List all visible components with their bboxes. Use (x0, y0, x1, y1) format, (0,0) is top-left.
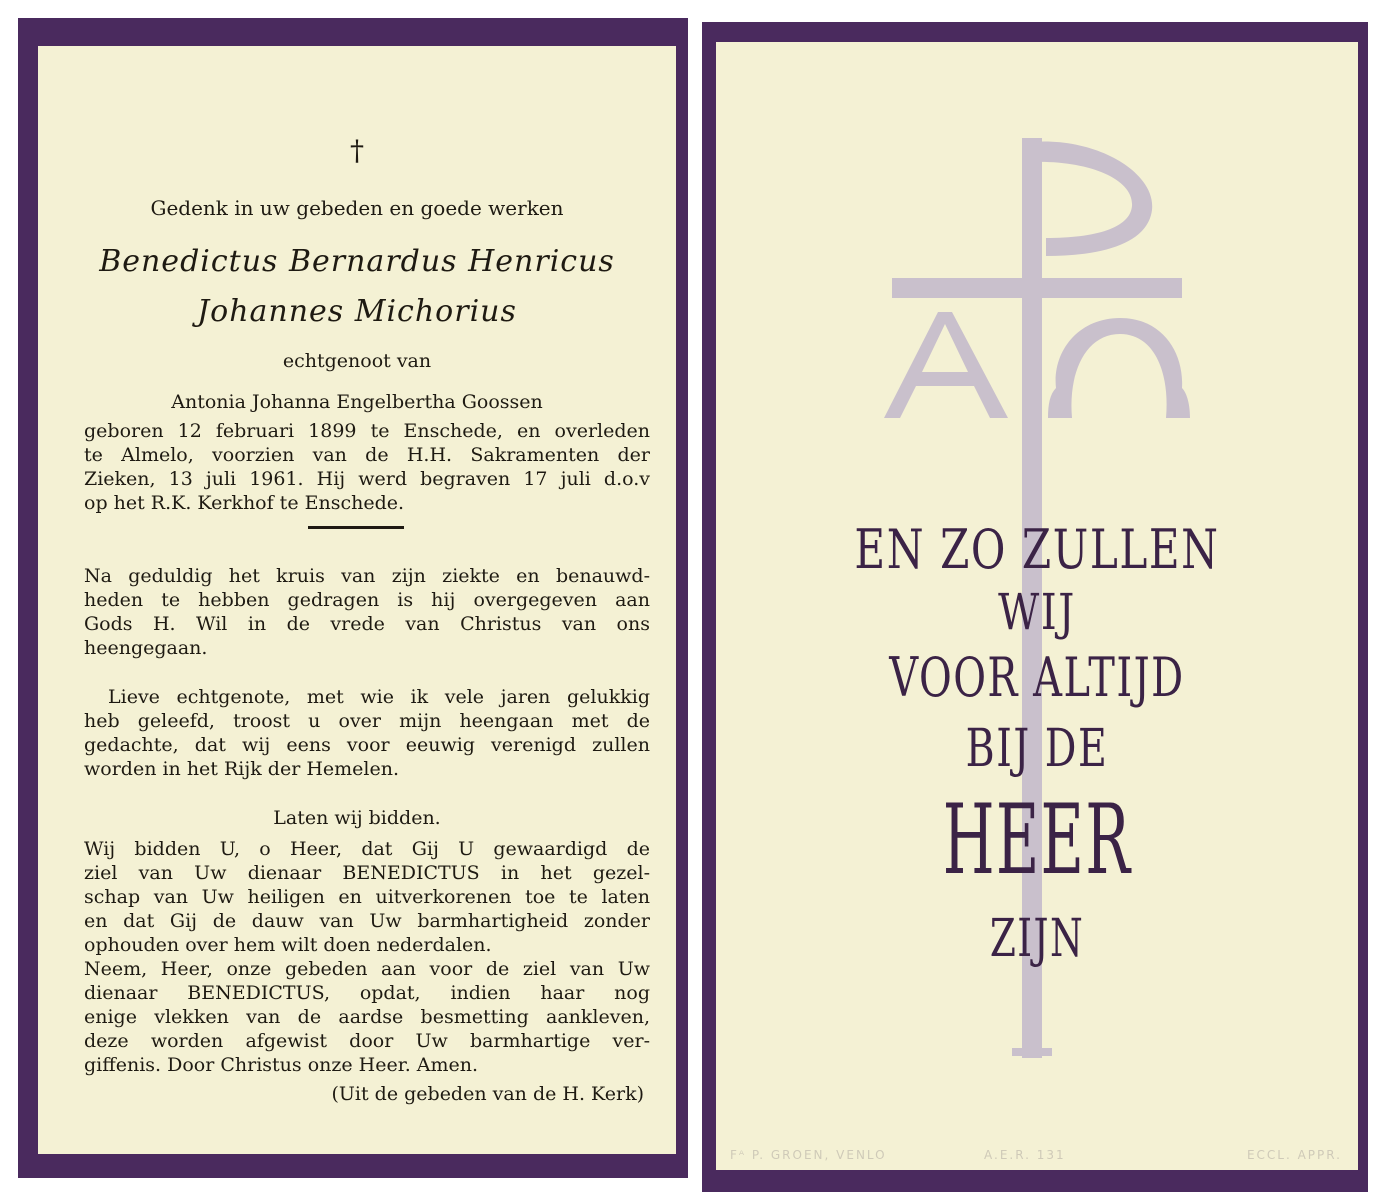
right-card-paper (716, 42, 1358, 1170)
paragraph-line: worden in het Rijk der Hemelen. (84, 758, 400, 780)
prayer-line: deze worden afgewist door Uw barmhartige ver- (84, 1030, 650, 1052)
motto-line-6: ZIJN (989, 909, 1085, 969)
motto-line-5: HEER (942, 784, 1132, 896)
prayer-line: schap van Uw heiligen en uitverkorenen toe te laten (84, 886, 650, 908)
motto-line-3: VOOR ALTIJD (889, 646, 1185, 709)
source-attribution: (Uit de gebeden van de H. Kerk) (331, 1083, 644, 1105)
approval-code: A.E.R. 131 (984, 1148, 1066, 1162)
printer-credit: Fᴬ P. GROEN, VENLO (730, 1148, 887, 1162)
paragraph-line: heb geleefd, troost u over mijn heengaan met de (84, 710, 650, 732)
divider (308, 526, 404, 529)
paragraph-line: heden te hebben gedragen is hij overgegeven aan (84, 589, 650, 611)
prayer-heading: Laten wij bidden. (273, 807, 441, 829)
bio-line: te Almelo, voorzien van de H.H. Sakramenten der (84, 444, 650, 466)
paragraph-line: heengegaan. (84, 637, 208, 659)
name-line-2: Johannes Michorius (197, 294, 517, 329)
intro-text: Gedenk in uw gebeden en goede werken (150, 196, 564, 220)
motto-line-2: WIJ (998, 583, 1076, 641)
prayer-line: ziel van Uw dienaar BENEDICTUS in het gezel- (84, 862, 650, 884)
right-card (702, 22, 1368, 1192)
left-card (18, 18, 688, 1178)
prayer-line: en dat Gij de dauw van Uw barmhartigheid zonder (84, 910, 650, 932)
spouse-label: echtgenoot van (282, 350, 432, 372)
prayer-line: giffenis. Door Christus onze Heer. Amen. (84, 1054, 479, 1076)
cross-icon: † (350, 134, 364, 167)
bio-line: op het R.K. Kerkhof te Enschede. (84, 492, 405, 514)
left-card-paper (38, 46, 676, 1154)
paragraph-line: Na geduldig het kruis van zijn ziekte en benauwd- (84, 565, 650, 587)
bio-line: Zieken, 13 juli 1961. Hij werd begraven 17 juli d.o.v (84, 468, 650, 490)
prayer-line: dienaar BENEDICTUS, opdat, indien haar nog (84, 982, 650, 1004)
paragraph-line: Gods H. Wil in de vrede van Christus van ons (84, 613, 650, 635)
motto-line-4: BIJ DE (965, 719, 1109, 779)
motto-line-1: EN ZO ZULLEN (854, 518, 1220, 581)
spouse-name: Antonia Johanna Engelbertha Goossen (171, 391, 543, 413)
prayer-line: Wij bidden U, o Heer, dat Gij U gewaardigd de (84, 838, 650, 860)
ecclesiastical-approval: ECCL. APPR. (1246, 1148, 1342, 1162)
prayer-line: Neem, Heer, onze gebeden aan voor de ziel van Uw (84, 958, 650, 980)
bio-line: geboren 12 februari 1899 te Enschede, en overleden (84, 420, 650, 442)
name-line-1: Benedictus Bernardus Henricus (99, 244, 615, 279)
paragraph-line: Lieve echtgenote, met wie ik vele jaren gelukkig (108, 686, 650, 708)
prayer-line: ophouden over hem wilt doen nederdalen. (84, 934, 492, 956)
prayer-line: enige vlekken van de aardse besmetting aankleven, (84, 1006, 650, 1028)
paragraph-line: gedachte, dat wij eens voor eeuwig verenigd zullen (84, 734, 650, 756)
